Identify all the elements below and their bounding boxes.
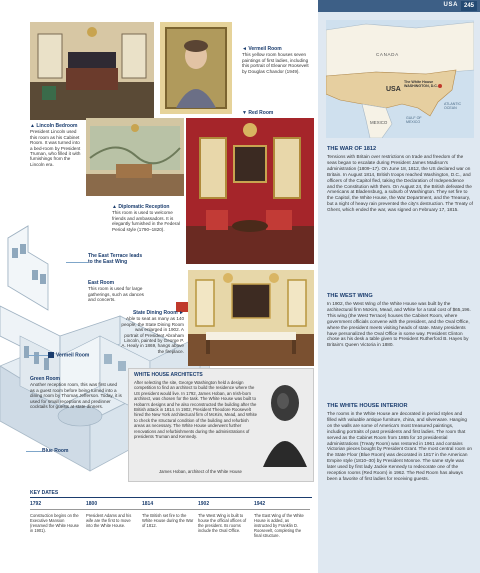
key-dates-heading: KEY DATES: [30, 490, 312, 498]
lincoln-bedroom-caption-body: President Lincoln used this room as his Cabinet Room. It was turned into a bed-room by President Truman, who filled it with furnishings from the Lincoln era.: [30, 129, 81, 167]
vermeil-room-caption: [242, 46, 312, 74]
diplomatic-reception-caption-body: This room is used to welcome friends and ambassadors. It is elegantly furnished in the Federal Period style (1790–1820).: [112, 210, 180, 232]
map-label-gulf: GULF OF MEXICO: [406, 116, 422, 124]
architects-text: After selecting the site, George Washington held a design competition to find an architect to build the residence where the US president would live. In 1792, James Hoban, an Irish-born architect, was chosen for the task. The White House was built to Hoban's designs and he also reconstructed the building after the British attack in 1814. In 1902, President Theodore Roosevelt hired the New York architectural firm of McKim, Mead, and White to check the structural condition of the building and refurbish areas as necessary. The White House underwent further renovations and refurbishments during the administrations of presidents Truman and Kennedy.: [134, 380, 257, 440]
key-dates-events-row: [30, 510, 312, 538]
key-date-event: The West Wing is built to house the official offices of the president. Its rooms include the Oval Office.: [198, 513, 247, 533]
east-terrace-leader: [66, 262, 88, 263]
state-dining-room-photo: [188, 270, 314, 366]
green-room-caption-title: Green Room: [30, 376, 61, 382]
east-room-caption-title: East Room: [88, 280, 115, 286]
vermeil-room-portrait-photo: [160, 22, 232, 114]
page-number: 245: [461, 1, 477, 11]
green-room-caption-body: Another reception room, this was first used as a guest room before being turned into a dining room by Thomas Jefferson. Today, it is used for small receptions and predinner cocktails for guests at state dinners.: [30, 382, 122, 410]
white-house-architects-box: [128, 368, 314, 482]
key-date-year: 1792: [30, 498, 86, 510]
interior-heading: THE WHITE HOUSE INTERIOR: [327, 403, 408, 409]
architects-heading: WHITE HOUSE ARCHITECTS: [134, 372, 203, 378]
interior-text: The rooms in the White House are decorated in period styles and filled with valuable antique furniture, china, and silverware. Hanging on the walls are some of America's most treasured paintings, including portraits of past presidents and first ladies. The room that served as the Cabinet Room from 1865 for 10 presidential administrations (Treaty Room) was restored in 1961 and contains Victorian pieces bought by President Grant. The most central room on the State Floor (Blue Room) was decorated in 1817 in the American Empire style (1810–30) by President Monroe. The same style was later used by first lady Jackie Kennedy to redecorate one of the reception rooms (Red Room) in 1962. The Red Room has always been a favorite of first ladies for receiving guests.: [327, 411, 472, 481]
lincoln-bedroom-caption: [30, 123, 82, 167]
state-dining-caption: [120, 310, 184, 354]
key-date-year: 1800: [86, 498, 142, 510]
section-name: USA: [443, 2, 458, 8]
key-dates-table: [30, 490, 312, 538]
key-date-event: Construction begins on the Executive Mansion (renamed the White House in 1901).: [30, 513, 79, 533]
key-date-event: President Adams and his wife are the first to move into the White House.: [86, 513, 132, 528]
james-hoban-bust: [259, 377, 311, 467]
state-dining-caption-body: Able to seat as many as 140 people, the State Dining Room was enlarged in 1902. A portrait of President Abraham Lincoln, painted by George P. A. Healy in 1869, hangs above the fireplace.: [121, 316, 184, 354]
east-terrace-label-text: The East Terrace leads to the East Wing: [88, 253, 143, 266]
diplomatic-reception-caption-title: ▲ Diplomatic Reception: [112, 204, 170, 210]
blue-room-leader: [26, 451, 42, 452]
east-terrace-label: [88, 253, 148, 266]
key-date-event: The East Wing of the White House is added, as instructed by Franklin D. Roosevelt, completing the final structure.: [254, 513, 304, 538]
header-band: [318, 0, 480, 12]
locator-map: [326, 20, 474, 138]
state-dining-caption-title: State Dining Room ►: [132, 310, 184, 316]
vermeil-room-label-text: Vermeil Room: [56, 352, 90, 359]
key-date-year: 1942: [254, 498, 310, 510]
west-wing-text: In 1902, the West Wing of the White House was built by the architectural firm McKim, Mead, and White for a total cost of $65,196. This wing (the West Terrace) houses the Cabinet Room, where government officials convene with the president, and the Oval Office, where the president meets visiting heads of state. Many presidents have personalized the Oval Office in some way. President Clinton chose as his desk a table given to President Rutherford B. Hayes by Britain's Queen Victoria in 1880.: [327, 301, 471, 348]
map-label-washington: The White House WASHINGTON, D.C.: [404, 80, 438, 88]
diplomatic-reception-photo: [86, 118, 184, 196]
east-room-caption-body: This room is used for large gatherings, such as dances and concerts.: [88, 286, 144, 303]
map-label-mexico: MEXICO: [370, 120, 388, 125]
west-wing-heading: THE WEST WING: [327, 293, 373, 299]
key-date-event: The British set fire to the White House during the War of 1812.: [142, 513, 194, 528]
blue-room-label: Blue Room: [42, 448, 69, 454]
map-label-canada: CANADA: [376, 52, 399, 57]
green-room-caption: [30, 376, 122, 409]
vermeil-room-leader: [28, 355, 48, 356]
key-dates-years-row: [30, 498, 312, 510]
red-room-label: ▼ Red Room: [242, 110, 274, 116]
architects-caption: James Hoban, architect of the White House: [159, 469, 242, 474]
lincoln-bedroom-caption-title: ▲ Lincoln Bedroom: [30, 123, 78, 129]
key-date-year: 1814: [142, 498, 198, 510]
war-of-1812-heading: THE WAR OF 1812: [327, 146, 377, 152]
map-label-atlantic: ATLANTIC OCEAN: [444, 102, 462, 110]
war-of-1812-text: Tensions with Britain over restrictions on trade and freedom of the seas began to escalate during President James Madison's administration (1809–17). On June 18, 1812, the US declared war on Britain. In August 1814, British troops reached Washington, D.C., and officers of the Capitol fled, taking the Declaration of Independence and the Constitution with them. On August 24, the British defeated the Americans at Bladensburg, a suburb of Washington. They set fire to the Capitol, the White House, the War Department, and the Treasury, but a night of heavy rain prevented the city's destruction. The Treaty of Ghent, which ended the war, was signed on February 17, 1815.: [327, 154, 473, 213]
vermeil-room-caption-body: This yellow room houses seven paintings of first ladies, including this portrait of Eleanor Roosevelt by Douglas Chandor (1949).: [242, 52, 309, 74]
key-date-year: 1902: [198, 498, 254, 510]
vermeil-room-label: [48, 352, 89, 358]
vermeil-room-caption-title: ◄ Vermeil Room: [242, 46, 282, 52]
vermeil-room-square-icon: [48, 352, 54, 358]
lincoln-bedroom-photo: [30, 22, 154, 120]
map-label-usa: USA: [386, 86, 401, 93]
east-room-caption: [88, 280, 148, 303]
